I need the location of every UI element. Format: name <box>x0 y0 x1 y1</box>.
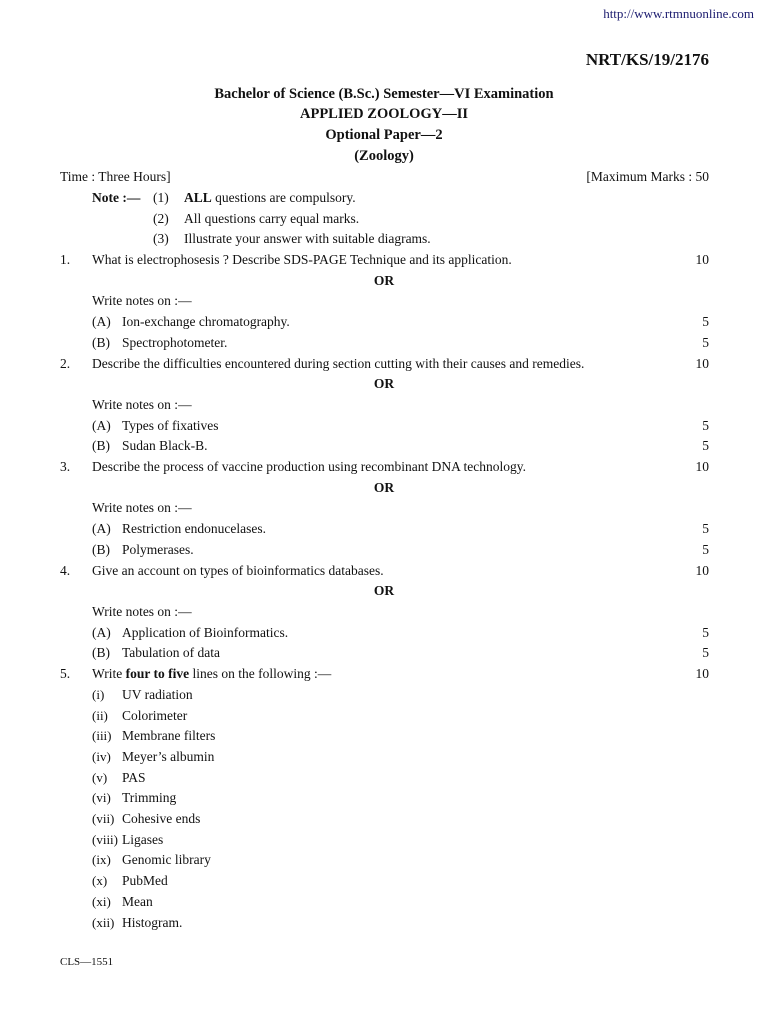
or-row <box>0 583 768 603</box>
short-note-text: Cohesive ends <box>122 811 201 826</box>
sub-question-label: (A) <box>92 521 111 536</box>
note-body-text: questions are compulsory. <box>211 190 356 205</box>
note-number: (2) <box>153 211 169 226</box>
short-note-label: (xii) <box>92 915 115 930</box>
note-label: Note :— <box>92 190 141 205</box>
note-number: (3) <box>153 231 169 246</box>
or-row <box>0 376 768 396</box>
question-text <box>92 666 331 682</box>
write-notes-prompt: Write notes on :— <box>92 397 192 412</box>
sub-question-marks: 5 <box>702 542 709 557</box>
sub-question-label: (B) <box>92 542 110 557</box>
short-note-text: Mean <box>122 894 153 909</box>
sub-question-text: Polymerases. <box>122 542 194 557</box>
question-number: 5. <box>60 666 71 681</box>
short-note-text: UV radiation <box>122 687 193 702</box>
write-notes-row <box>0 500 768 520</box>
short-note-text: Meyer’s albumin <box>122 749 215 764</box>
note-row <box>0 211 768 231</box>
sub-question-marks: 5 <box>702 521 709 536</box>
short-note-row <box>0 811 768 831</box>
short-note-text: PubMed <box>122 873 168 888</box>
short-note-row <box>0 873 768 893</box>
question-marks: 10 <box>695 666 709 681</box>
short-note-label: (ii) <box>92 708 108 723</box>
question-row <box>0 356 768 376</box>
sub-question-text: Application of Bioinformatics. <box>122 625 289 640</box>
short-note-row <box>0 790 768 810</box>
question-row <box>0 252 768 272</box>
short-note-label: (vii) <box>92 811 115 826</box>
short-note-row <box>0 770 768 790</box>
sub-question-marks: 5 <box>702 625 709 640</box>
question-text: Give an account on types of bioinformatics databases. <box>92 563 384 578</box>
sub-question-row <box>0 521 768 541</box>
note-text <box>184 211 359 227</box>
question-text: Describe the difficulties encountered during section cutting with their causes and remedies. <box>92 356 585 371</box>
question-marks: 10 <box>695 459 709 474</box>
question-number: 1. <box>60 252 71 267</box>
write-notes-prompt: Write notes on :— <box>92 500 192 515</box>
short-note-text: Ligases <box>122 832 164 847</box>
write-notes-row <box>0 293 768 313</box>
question-row <box>0 666 768 686</box>
question-row <box>0 563 768 583</box>
sub-question-marks: 5 <box>702 645 709 660</box>
short-note-row <box>0 915 768 935</box>
write-notes-prompt: Write notes on :— <box>92 604 192 619</box>
sub-question-row <box>0 625 768 645</box>
footer-code: CLS—1551 <box>60 956 114 968</box>
short-note-text: PAS <box>122 770 146 785</box>
sub-question-row <box>0 418 768 438</box>
sub-question-text: Sudan Black-B. <box>122 438 208 453</box>
note-row <box>0 190 768 210</box>
write-notes-prompt: Write notes on :— <box>92 293 192 308</box>
sub-question-row <box>0 645 768 665</box>
sub-question-row <box>0 314 768 334</box>
sub-question-text: Ion-exchange chromatography. <box>122 314 290 329</box>
question-marks: 10 <box>695 563 709 578</box>
short-note-label: (x) <box>92 873 108 888</box>
short-note-row <box>0 687 768 707</box>
paper-code: NRT/KS/19/2176 <box>585 50 709 69</box>
sub-question-row <box>0 438 768 458</box>
write-notes-row <box>0 604 768 624</box>
sub-question-label: (B) <box>92 335 110 350</box>
short-note-text: Trimming <box>122 790 177 805</box>
sub-question-text: Restriction endonucelases. <box>122 521 266 536</box>
stream-title: (Zoology) <box>354 148 414 164</box>
sub-question-text: Spectrophotometer. <box>122 335 228 350</box>
time-allowed: Time : Three Hours] <box>60 169 171 184</box>
short-note-text: Histogram. <box>122 915 183 930</box>
question-number: 3. <box>60 459 71 474</box>
source-url-link[interactable]: http://www.rtmnuonline.com <box>603 6 754 21</box>
short-note-label: (viii) <box>92 832 118 847</box>
or-separator: OR <box>373 376 395 391</box>
or-row <box>0 273 768 293</box>
short-note-row <box>0 749 768 769</box>
sub-question-text: Tabulation of data <box>122 645 221 660</box>
question-row <box>0 459 768 479</box>
note-body-text: Illustrate your answer with suitable diagrams. <box>184 231 431 246</box>
short-note-row <box>0 852 768 872</box>
sub-question-marks: 5 <box>702 438 709 453</box>
note-text <box>184 231 431 247</box>
short-note-label: (xi) <box>92 894 111 909</box>
short-note-text: Membrane filters <box>122 728 216 743</box>
exam-title: Bachelor of Science (B.Sc.) Semester—VI Examination <box>214 86 554 102</box>
text-run: lines on the following :— <box>189 666 332 681</box>
or-row <box>0 480 768 500</box>
sub-question-marks: 5 <box>702 314 709 329</box>
note-text <box>184 190 356 206</box>
short-note-label: (iv) <box>92 749 111 764</box>
short-note-label: (v) <box>92 770 108 785</box>
short-note-label: (i) <box>92 687 105 702</box>
short-note-label: (iii) <box>92 728 112 743</box>
question-text: Describe the process of vaccine production using recombinant DNA technology. <box>92 459 526 474</box>
question-number: 4. <box>60 563 71 578</box>
sub-question-label: (A) <box>92 314 111 329</box>
short-note-row <box>0 728 768 748</box>
short-note-row <box>0 708 768 728</box>
sub-question-row <box>0 542 768 562</box>
sub-question-marks: 5 <box>702 335 709 350</box>
maximum-marks: [Maximum Marks : 50 <box>586 169 709 184</box>
bold-text-run: four to five <box>125 666 190 681</box>
short-note-label: (ix) <box>92 852 111 867</box>
question-number: 2. <box>60 356 71 371</box>
paper-title: Optional Paper—2 <box>325 127 443 143</box>
note-bold-text: ALL <box>184 190 212 205</box>
short-note-text: Colorimeter <box>122 708 188 723</box>
note-row <box>0 231 768 251</box>
sub-question-text: Types of fixatives <box>122 418 219 433</box>
subject-title: APPLIED ZOOLOGY—II <box>300 106 468 122</box>
note-body-text: All questions carry equal marks. <box>184 211 360 226</box>
or-separator: OR <box>373 273 395 288</box>
sub-question-label: (B) <box>92 645 110 660</box>
question-marks: 10 <box>695 252 709 267</box>
sub-question-marks: 5 <box>702 418 709 433</box>
sub-question-label: (B) <box>92 438 110 453</box>
question-marks: 10 <box>695 356 709 371</box>
or-separator: OR <box>373 583 395 598</box>
short-note-row <box>0 894 768 914</box>
short-note-row <box>0 832 768 852</box>
or-separator: OR <box>373 480 395 495</box>
sub-question-row <box>0 335 768 355</box>
short-note-text: Genomic library <box>122 852 211 867</box>
sub-question-label: (A) <box>92 625 111 640</box>
question-text: What is electrophosesis ? Describe SDS-PAGE Technique and its application. <box>92 252 512 267</box>
text-run: Write <box>92 666 126 681</box>
note-number: (1) <box>153 190 169 205</box>
write-notes-row <box>0 397 768 417</box>
sub-question-label: (A) <box>92 418 111 433</box>
short-note-label: (vi) <box>92 790 111 805</box>
